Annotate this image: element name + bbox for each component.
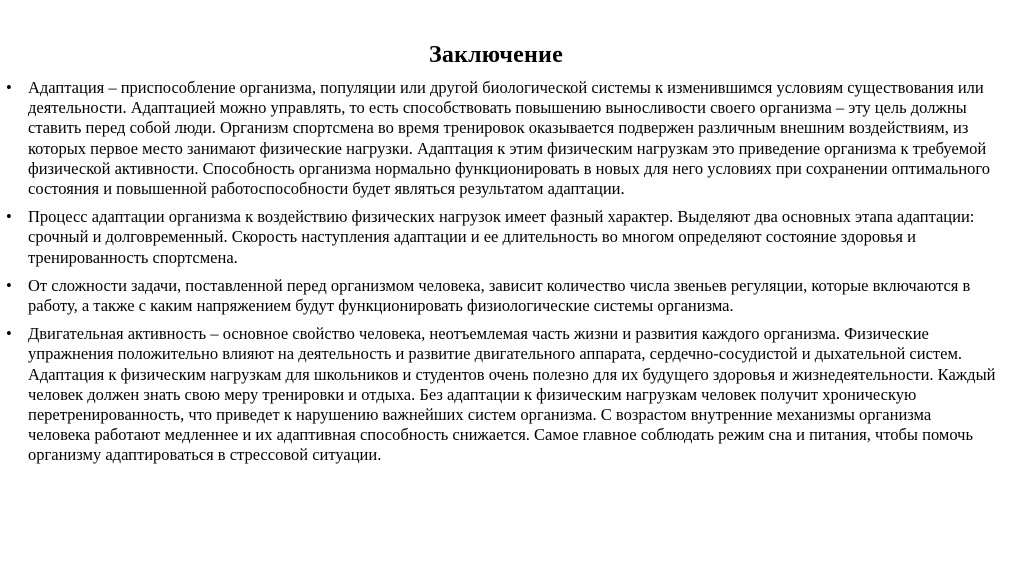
bullet-text: Двигательная активность – основное свойство человека, неотъемлемая часть жизни и развития каждого организма. Физические упражнения положительно влияют на деятельность и развитие двигательного аппарата, сердечно-сосудистой и дыхательной систем. Адаптация к физическим нагрузкам для школьников и студентов очень полезно для их будущего здоровья и жизнедеятельности. Каждый человек должен знать свою меру тренировки и отдыха. Без адаптации к физическим нагрузкам человек получит хроническую перетренированность, что приведет к нарушению важнейших систем организма. С возрастом внутренние механизмы организма человека работают медленнее и их адаптивная способность снижается. Самое главное соблюдать режим сна и питания, чтобы помочь организму адаптироваться в стрессовой ситуации. [28,324,996,465]
bullet-item [6,276,996,316]
bullet-item [6,78,996,199]
bullet-icon: • [6,324,12,344]
bullet-text: От сложности задачи, поставленной перед организмом человека, зависит количество числа звеньев регуляции, которые включаются в работу, а также с каким напряжением будут функционировать физиологические системы организма. [28,275,971,316]
bullet-icon: • [6,275,12,295]
bullet-text: Адаптация – приспособление организма, популяции или другой биологической системы к изменившимся условиям существования или деятельности. Адаптацией можно управлять, то есть способствовать повышению выносливости своего организма – эту цель должны ставить перед собой люди. Организм спортсмена во время тренировок оказывается подвержен различным внешним воздействиям, из которых первое место занимают физические нагрузки. Адаптация к этим физическим нагрузкам это приведение организма к требуемой физической активности. Способность организма нормально функционировать в новых для него условиях при сохранении оптимального состояния и повышенной работоспособности будет являться результатом адаптации. [28,78,991,199]
bullet-text: Процесс адаптации организма к воздействию физических нагрузок имеет фазный характер. Выделяют два основных этапа адаптации: срочный и долговременный. Скорость наступления адаптации и ее длительность во многом определяют состояние здоровья и тренированность спортсмена. [28,207,975,267]
bullet-item [6,324,996,465]
bullet-icon: • [6,207,12,227]
bullet-item [6,207,996,268]
bullet-icon: • [6,78,12,97]
slide-title: Заключение [429,42,563,69]
bullet-list [6,78,996,474]
